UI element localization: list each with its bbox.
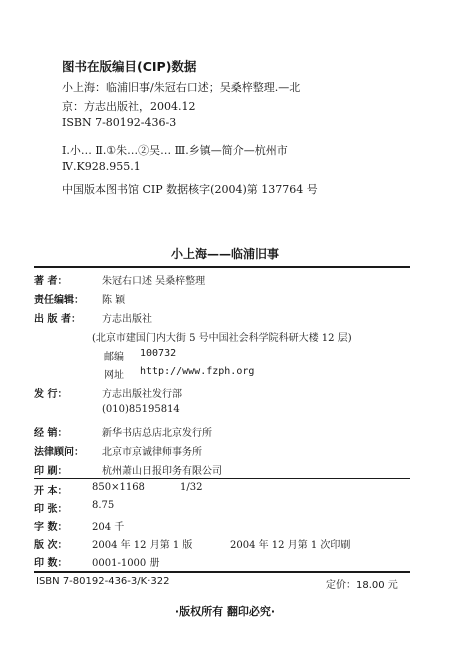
book-title: 小上海——临浦旧事 — [170, 247, 279, 261]
format-label: 开 本： — [34, 486, 68, 497]
publisher-name: 方志出版社 — [102, 314, 152, 325]
publisher-address: (北京市建国门内大街 5 号中国社会科学院科研大楼 12 层) — [92, 333, 352, 344]
copies-label: 印 数： — [34, 558, 68, 569]
website-link: http://www.fzph.org — [140, 366, 255, 377]
copyright-notice: ·版权所有 翻印必究· — [174, 605, 276, 618]
website-label: 网址 — [104, 370, 124, 381]
words-value: 204 千 — [92, 522, 125, 533]
middle-rule — [34, 478, 410, 479]
cip-line-2: 京：方志出版社，2004.12 — [62, 100, 196, 113]
author-value: 朱冠右口述 吴桑梓整理 — [102, 276, 206, 287]
cip-title: 图书在版编目(CIP)数据 — [62, 59, 197, 74]
price: 定价：18.00 元 — [326, 580, 398, 591]
editor-label: 责任编辑： — [34, 295, 84, 306]
edition-label: 版 次： — [34, 540, 68, 551]
cip-record-number: 中国版本图书馆 CIP 数据核字(2004)第 137764 号 — [62, 183, 318, 196]
legal-label: 法律顾问： — [34, 447, 84, 458]
editor-value: 陈 颖 — [102, 295, 126, 306]
printing-value: 2004 年 12 月第 1 次印刷 — [230, 540, 351, 551]
distributor-value: 方志出版社发行部 — [102, 389, 182, 400]
format-fraction: 1/32 — [180, 482, 203, 493]
top-rule — [34, 266, 410, 268]
bottom-rule — [34, 571, 410, 573]
postcode-label: 邮编 — [104, 352, 124, 363]
distributor-label: 发 行： — [34, 389, 68, 400]
postcode-value: 100732 — [140, 348, 177, 359]
format-value: 850×1168 — [92, 482, 145, 493]
cip-line-1: 小上海：临浦旧事/朱冠右口述；吴桑梓整理.—北 — [62, 81, 301, 94]
words-label: 字 数： — [34, 522, 68, 533]
sheets-label: 印 张： — [34, 504, 68, 515]
sheets-value: 8.75 — [92, 500, 115, 511]
distributor-phone: (010)85195814 — [102, 404, 180, 415]
printer-label: 印 刷： — [34, 466, 68, 477]
printer-value: 杭州萧山日报印务有限公司 — [102, 466, 222, 477]
legal-value: 北京市京诚律师事务所 — [102, 447, 202, 458]
cip-class-number: Ⅳ.K928.955.1 — [62, 160, 141, 173]
cip-isbn: ISBN 7-80192-436-3 — [62, 116, 177, 129]
seller-value: 新华书店总店北京发行所 — [102, 428, 212, 439]
seller-label: 经 销： — [34, 428, 68, 439]
copies-value: 0001-1000 册 — [92, 558, 160, 569]
edition-value: 2004 年 12 月第 1 版 — [92, 540, 193, 551]
publisher-label: 出 版 者： — [34, 314, 81, 325]
author-label: 著 者： — [34, 276, 68, 287]
cip-classification: Ⅰ.小… Ⅱ.①朱…②吴… Ⅲ.乡镇—简介—杭州市 — [62, 144, 288, 157]
isbn-full: ISBN 7-80192-436-3/K·322 — [36, 576, 170, 587]
